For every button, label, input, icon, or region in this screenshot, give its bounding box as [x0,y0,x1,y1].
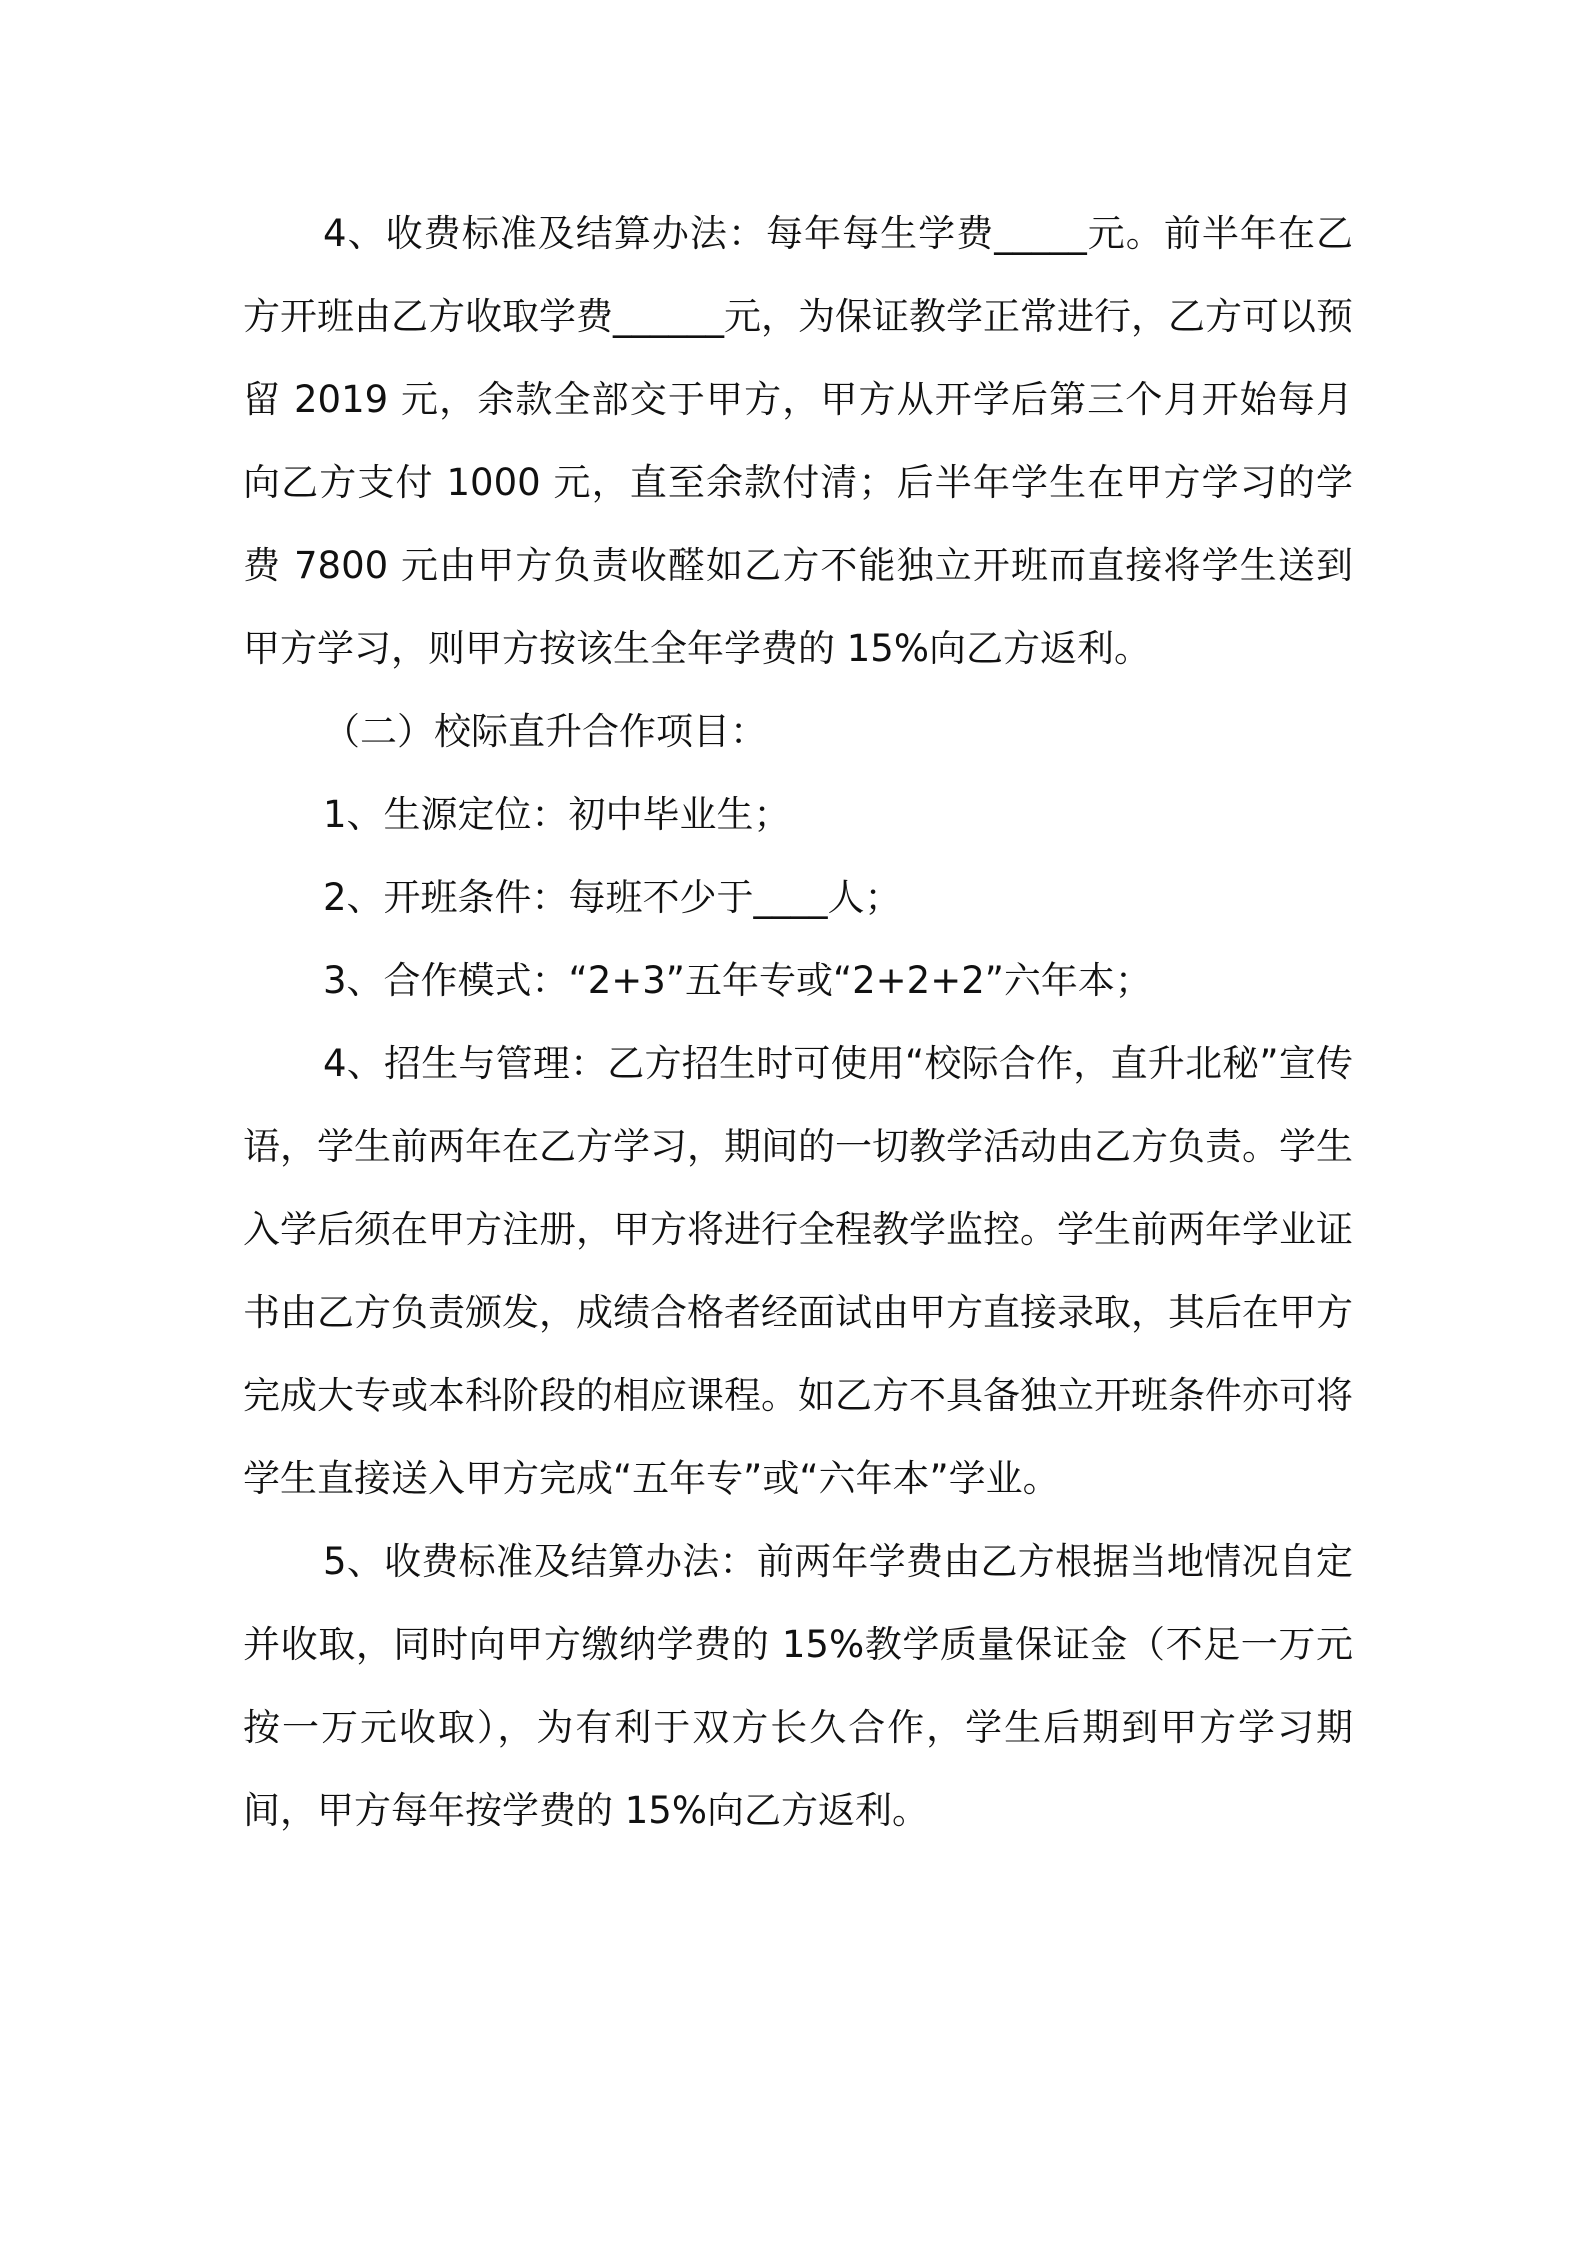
paragraph-fee-standard-1: 4、收费标准及结算办法：每年每生学费_____元。前半年在乙方开班由乙方收取学费______元，为保证教学正常进行，乙方可以预留 2019 元，余款全部交于甲方，甲方从开学后第三个月开始每月向乙方支付 1000 元，直至余款付清；后半年学生在甲方学习的学费 7800 元由甲方负责收醛如乙方不能独立开班而直接将学生送到甲方学习，则甲方按该生全年学费的 15%向乙方返利。 [243,212,1353,670]
paragraph-student-source: 1、生源定位：初中毕业生； [323,793,791,836]
section-heading-direct-promotion: （二）校际直升合作项目： [323,710,767,753]
paragraph-enrollment-management: 4、招生与管理：乙方招生时可使用“校际合作，直升北秘”宣传语，学生前两年在乙方学习，期间的一切教学活动由乙方负责。学生入学后须在甲方注册，甲方将进行全程教学监控。学生前两年学业证书由乙方负责颁发，成绩合格者经面试由甲方直接录取，其后在甲方完成大专或本科阶段的相应课程。如乙方不具备独立开班条件亦可将学生直接送入甲方完成“五年专”或“六年本”学业。 [243,1042,1353,1500]
paragraph-class-conditions: 2、开班条件：每班不少于____人； [323,876,902,919]
paragraph-cooperation-mode: 3、合作模式：“2+3”五年专或“2+2+2”六年本； [323,959,1152,1002]
document-body [243,192,1353,1852]
paragraph-fee-standard-2: 5、收费标准及结算办法：前两年学费由乙方根据当地情况自定并收取，同时向甲方缴纳学费的 15%教学质量保证金（不足一万元按一万元收取），为有利于双方长久合作，学生后期到甲方学习期间，甲方每年按学费的 15%向乙方返利。 [243,1540,1353,1832]
